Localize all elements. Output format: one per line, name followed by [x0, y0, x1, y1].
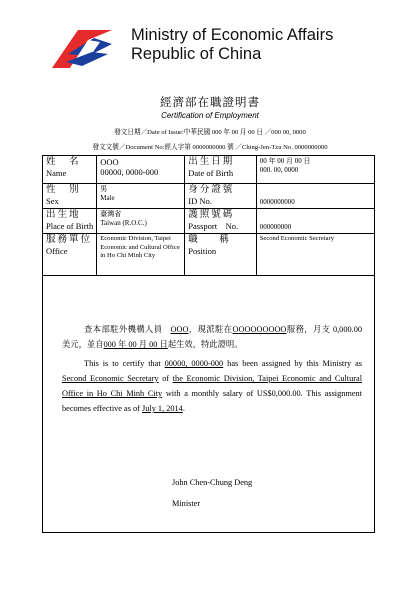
office-value-cell	[97, 234, 185, 276]
pob-label-cell	[43, 209, 97, 234]
document-title-en: Certification of Employment	[161, 111, 259, 120]
id-value-cell	[256, 184, 374, 209]
document-number-label: 發文文號／Document No:	[92, 144, 165, 151]
dob-label-cell	[185, 156, 256, 184]
para-zh-text-2: ，現派駐在	[188, 325, 233, 334]
para-en-text-5: .	[182, 404, 185, 413]
office-label-zh: 服務單位	[46, 235, 93, 245]
office-value: Economic Division, Taipei Economic and Cultural Office in Ho Chi Minh City	[100, 235, 180, 259]
pob-value-cell	[97, 209, 185, 234]
passport-label-en: Passport No.	[188, 221, 239, 231]
name-value-en: 00000, 0000-000	[100, 167, 159, 177]
pob-value-en: Taiwan (R.O.C.)	[100, 219, 147, 227]
ministry-name-line2: Republic of China	[131, 45, 262, 63]
passport-label-zh: 護照號碼	[188, 210, 235, 220]
id-label-cell	[185, 184, 256, 209]
certification-paragraph-en	[62, 356, 362, 416]
para-zh-place: OOOOOOOOO	[232, 325, 287, 334]
pob-label-en: Place of Birth	[46, 221, 94, 231]
name-value-cell	[97, 156, 185, 184]
para-en-date: July 1, 2014	[142, 404, 183, 413]
id-label-en: ID No.	[188, 196, 212, 206]
para-zh-text-4: 起生效，特此證明。	[167, 340, 243, 349]
id-label-zh: 身分證號	[188, 185, 235, 195]
name-value-zh: OOO	[100, 157, 119, 167]
passport-label-cell	[185, 209, 256, 234]
table-row	[43, 184, 375, 209]
para-zh-text-1: 查本部駐外機構人員	[84, 325, 163, 334]
document-number-value: 經人字第 0000000000 號 ／Ching-Jen-Tzu No. 0000000000	[164, 144, 328, 151]
ministry-logo-icon	[48, 24, 114, 70]
para-en-text-4: with a monthly salary of US$0,000.00. This assignment becomes effective as of	[62, 389, 362, 413]
date-of-issue	[0, 126, 420, 136]
table-row	[43, 234, 375, 276]
para-en-name: 00000, 0000-000	[164, 359, 224, 368]
document-number	[0, 141, 420, 151]
name-label-cell	[43, 156, 97, 184]
para-zh-date: 000 年 00 月 00 日	[103, 340, 168, 349]
position-value: Second Economic Secretary	[259, 235, 335, 242]
position-label-en: Position	[188, 246, 217, 256]
position-label-zh: 職 稱	[188, 235, 235, 245]
para-en-position: Second Economic Secretary	[62, 374, 159, 383]
sex-label-cell	[43, 184, 97, 209]
name-label-zh: 姓 名	[46, 157, 81, 167]
position-value-cell	[256, 234, 374, 276]
table-row	[43, 209, 375, 234]
para-en-text-3: of	[162, 374, 170, 383]
passport-value: 000000000	[259, 223, 292, 231]
dob-value-en: 000. 00, 0000	[259, 166, 299, 174]
signatory-name: John Chen-Chung Deng	[172, 478, 253, 487]
para-zh-name: OOO	[170, 325, 189, 334]
sex-value-cell	[97, 184, 185, 209]
certification-paragraph-zh	[62, 322, 362, 352]
dob-label-en: Date of Birth	[188, 168, 234, 178]
office-label-cell	[43, 234, 97, 276]
dob-label-zh: 出生日期	[188, 157, 235, 167]
para-zh-text-3: 服務，月支 0,000.00 美元，並自	[62, 325, 362, 349]
dob-value-zh: 00 年 00 月 00 日	[259, 157, 311, 165]
sex-label-en: Sex	[46, 196, 59, 206]
date-of-issue-label: 發文日期／Date of Issue:	[114, 129, 184, 136]
date-of-issue-value: 中華民國 000 年 00 月 00 日 ／000 00, 0000	[183, 129, 306, 136]
position-label-cell	[185, 234, 256, 276]
sex-value-en: Male	[100, 194, 115, 202]
sex-label-zh: 性 別	[46, 185, 81, 195]
table-row	[43, 156, 375, 184]
pob-value-zh: 臺灣省	[100, 210, 122, 218]
para-en-office: the Economic Division, Taipei Economic and Cultural Office in Ho Chi Minh City	[62, 374, 363, 398]
office-label-en: Office	[46, 246, 68, 256]
sex-value-zh: 男	[100, 185, 108, 193]
passport-value-cell	[256, 209, 374, 234]
para-en-text-1: This is to certify that	[84, 359, 161, 368]
name-label-en: Name	[46, 168, 67, 178]
document-title-zh: 經濟部在職證明書	[160, 97, 260, 109]
dob-value-cell	[256, 156, 374, 184]
signatory-title: Minister	[172, 499, 201, 508]
ministry-name	[131, 26, 333, 64]
para-en-text-2: has been assigned by this Ministry as	[227, 359, 362, 368]
id-value: 0000000000	[259, 198, 295, 206]
pob-label-zh: 出生地	[46, 210, 81, 220]
ministry-name-line1: Ministry of Economic Affairs	[131, 26, 334, 44]
personal-info-table	[42, 155, 375, 276]
